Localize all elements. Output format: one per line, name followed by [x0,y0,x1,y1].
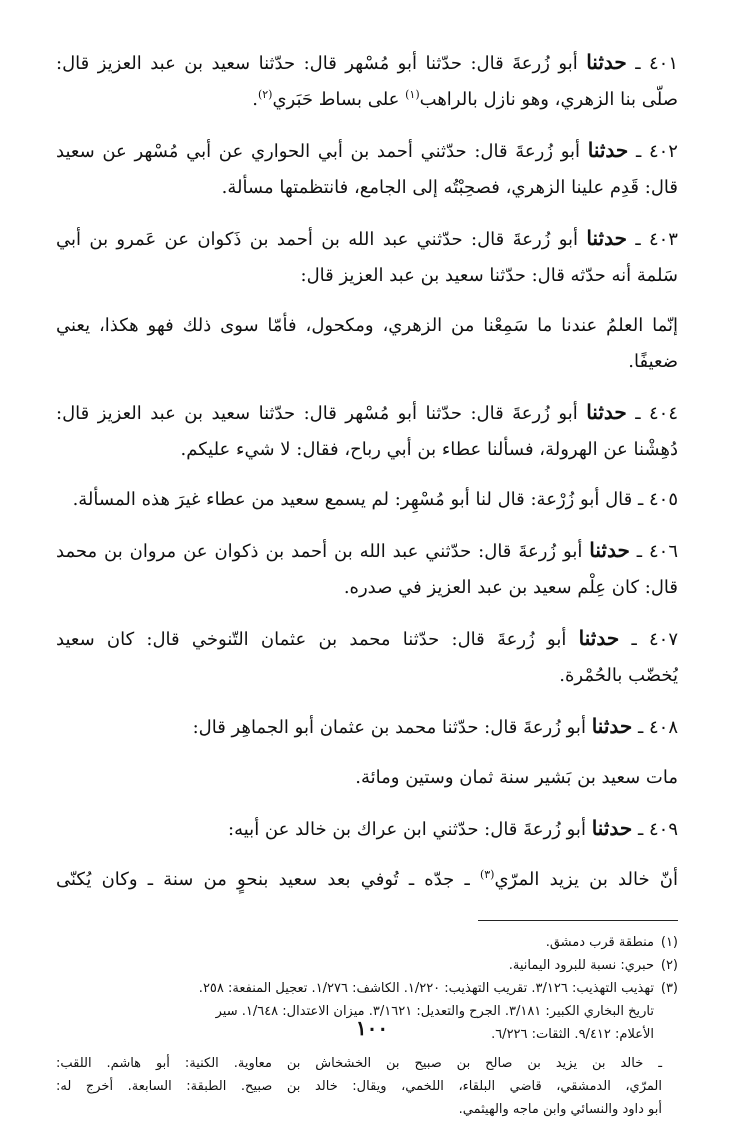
entry-line: أبو زُرعةَ قال: حدّثنا أبو مُسْهر قال: حدّثنا سعيد بن عبد العزيز قال: [56,403,578,424]
footnote-label: (١) [660,935,678,950]
footnote-marker[interactable]: (١) [405,88,420,101]
entry-406 [56,532,678,606]
footnote-text: أبو داود والنسائي وابن ماجه والهيثمي. [458,1102,662,1117]
footnote-text: تاريخ البخاري الكبير: ٣/١٨١. الجرح والتعديل: ٣/١٦٢١. ميزان الاعتدال: ١/٦٤٨. سير [215,1004,654,1019]
entry-403-text [56,308,678,380]
entry-keyword: حدثنا [591,816,633,840]
footnote-3 [56,977,678,1000]
footnote-3-bio [56,1052,678,1075]
footnote-1 [56,931,678,954]
entry-402 [56,132,678,206]
entry-line: ـ جدّه ـ تُوفي بعد سعيد بنحوٍ من سنة ـ وكان يُكنّى [56,869,480,890]
footnote-marker[interactable]: (٢) [257,88,273,101]
entry-keyword: حدثنا [586,226,627,250]
entry-line: أبو زُرعةَ قال: حدّثنا محمد بن عثمان التّنوخي قال: كان سعيد [56,629,567,650]
entry-keyword: حدثنا [586,50,627,74]
entry-line: أبو زُرعةَ قال: حدّثنا محمد بن عثمان أبو الجماهِر قال: [192,717,586,738]
entry-408-text [56,760,678,796]
entry-403 [56,220,678,294]
hadith-entries [56,44,678,898]
entry-line: أبو زُرعةَ قال: حدّثني عبد الله بن أحمد بن ذَكوان عن عَمرو بن أبي [56,229,579,250]
entry-line: قال: قَدِم علينا الزهري، فصحِبْتُه إلى الجامع، فانتظمتها مسألة. [221,177,678,198]
entry-409-text [56,862,678,898]
footnote-text: منطقة قرب دمشق. [545,935,654,950]
entry-line: مات سعيد بن بَشير سنة ثمان وستين ومائة. [355,767,678,788]
entry-line: يُخضّب بالحُمْرة. [559,665,678,686]
entry-number: ٤٠٣ ـ [635,229,678,250]
footnote-label: (٢) [660,958,678,973]
entry-line: إنّما العلمُ عندنا ما سَمِعْنا من الزهري، ومكحول، فأمّا سوى ذلك فهو هكذا، يعني [56,315,678,336]
entry-line: قال أبو زُرْعة: قال لنا أبو مُسْهِر: لم يسمع سعيد من عطاء غيرَ هذه المسألة. [72,489,633,510]
entry-number: ٤٠٨ ـ [637,717,678,738]
entry-keyword: حدثنا [587,138,629,162]
footnote-marker[interactable]: (٣) [479,868,495,881]
footnote-text: المرّي، الدمشقي، قاضي البلقاء، اللخمي، ويقال: خالد بن صبيح. الطبقة: السابعة. أخرج له: [56,1079,662,1094]
entry-line: أبو زُرعةَ قال: حدّثني ابن عراك بن خالد عن أبيه: [228,819,586,840]
entry-line: على بساط حَبَري [272,89,406,110]
entry-line: ضعيفًا. [628,351,678,372]
entry-number: ٤٠١ ـ [635,53,678,74]
entry-line: أبو زُرعةَ قال: حدّثنا أبو مُسْهر قال: حدّثنا سعيد بن عبد العزيز قال: [56,53,578,74]
footnote-text: حبري: نسبة للبرود اليمانية. [508,958,654,973]
entry-number: ٤٠٤ ـ [635,403,678,424]
entry-407 [56,620,678,694]
page-number: ١٠٠ [355,1016,389,1040]
entry-number: ٤٠٥ ـ [637,489,678,510]
entry-409 [56,810,678,848]
entry-keyword: حدثنا [591,714,633,738]
footnote-text: الأعلام: ٩/٤١٢. الثقات: ٦/٢٢٦. [491,1027,654,1042]
footnote-2 [56,954,678,977]
entry-408 [56,708,678,746]
footnote-3-bio [56,1075,678,1098]
footnote-label: (٣) [660,981,678,996]
entry-number: ٤٠٩ ـ [637,819,678,840]
entry-number: ٤٠٦ ـ [636,541,678,562]
entry-404 [56,394,678,468]
entry-line: صلّى بنا الزهري، وهو نازل بالراهب [419,89,678,110]
entry-number: ٤٠٧ ـ [631,629,678,650]
entry-line: أبو زُرعةَ قال: حدّثني أحمد بن أبي الحواري عن أبي مُسْهر عن سعيد [56,141,581,162]
entry-401 [56,44,678,118]
entry-keyword: حدثنا [586,400,627,424]
entry-line: دُهِشْنا عن الهرولة، فسألنا عطاء بن أبي رباح، فقال: لا شيء عليكم. [180,439,678,460]
entry-number: ٤٠٢ ـ [636,141,678,162]
entry-line: أنّ خالد بن يزيد المرّي [494,869,678,890]
entry-keyword: حدثنا [578,626,620,650]
entry-405 [56,482,678,518]
entry-keyword: حدثنا [589,538,630,562]
footnote-3-bio [56,1098,678,1121]
entry-line: . [252,89,258,110]
entry-line: أبو زُرعةَ قال: حدّثني عبد الله بن أحمد بن ذكوان عن مروان بن محمد [56,541,583,562]
entry-line: سَلمة أنه حدّثه قال: حدّثنا سعيد بن عبد العزيز قال: [300,265,678,286]
footnote-divider [478,920,678,921]
footnote-text: ـ خالد بن يزيد بن صالح بن صبيح بن الخشخاش بن معاوية. الكنية: أبو هاشم. اللقب: [56,1056,662,1071]
entry-line: قال: كان عِلْم سعيد بن عبد العزيز في صدره. [343,577,678,598]
footnote-text: تهذيب التهذيب: ٣/١٢٦. تقريب التهذيب: ١/٢٢٠. الكاشف: ١/٢٧٦. تعجيل المنفعة: ٢٥٨. [198,981,654,996]
